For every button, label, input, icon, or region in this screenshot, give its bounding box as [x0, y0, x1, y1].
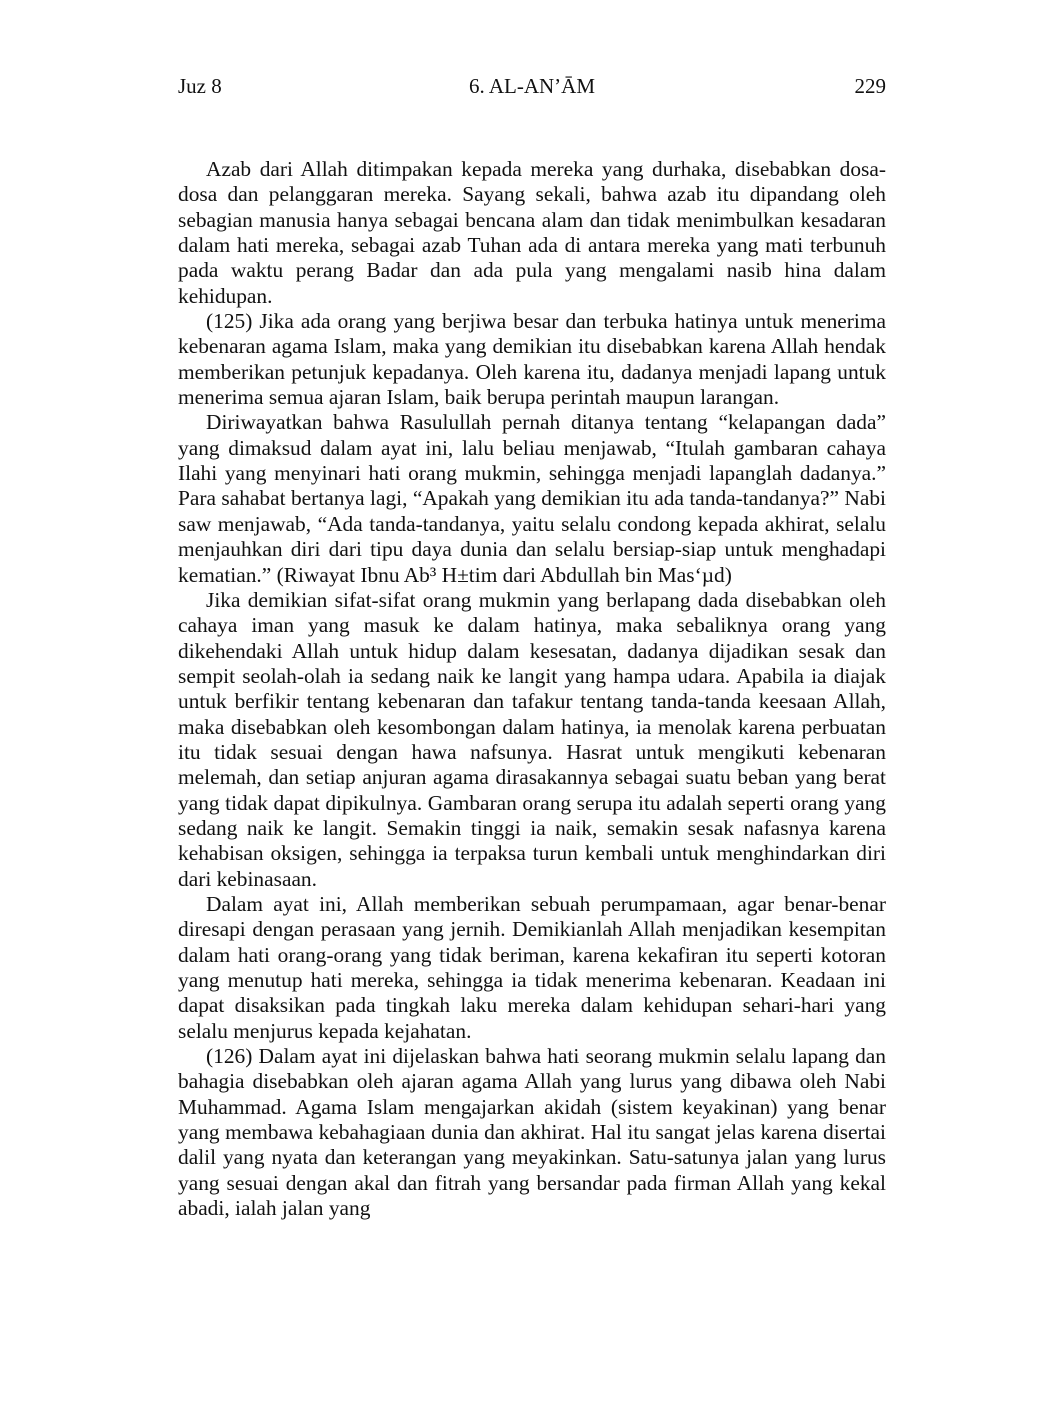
- running-header: [178, 74, 886, 104]
- page-number: 229: [854, 74, 886, 98]
- surah-title: 6. AL-AN’ĀM: [469, 74, 595, 98]
- juz-label: Juz 8: [178, 74, 222, 98]
- paragraph: Azab dari Allah ditimpakan kepada mereka yang durhaka, disebabkan dosa-dosa dan pelanggaran mereka. Sayang sekali, bahwa azab itu dipandang oleh sebagian manusia hanya sebagai bencana alam dan tidak menimbulkan kesadaran dalam hati mereka, sebagai azab Tuhan ada di antara mereka yang mati terbunuh pada waktu perang Badar dan ada pula yang mengalami nasib hina dalam kehidupan.: [178, 157, 886, 308]
- paragraph: (126) Dalam ayat ini dijelaskan bahwa hati seorang mukmin selalu lapang dan bahagia disebabkan oleh ajaran agama Allah yang lurus yang dibawa oleh Nabi Muhammad. Agama Islam mengajarkan akidah (sistem keyakinan) yang benar yang membawa kebahagiaan dunia dan akhirat. Hal itu sangat jelas karena disertai dalil yang nyata dan keterangan yang meyakinkan. Satu-satunya jalan yang lurus yang sesuai dengan akal dan fitrah yang bersandar pada firman Allah yang kekal abadi, ialah jalan yang: [178, 1044, 886, 1221]
- paragraph: Diriwayatkan bahwa Rasulullah pernah ditanya tentang “kelapangan dada” yang dimaksud dalam ayat ini, lalu beliau menjawab, “Itulah gambaran cahaya Ilahi yang menyinari hati orang mukmin, sehingga menjadi lapanglah dadanya.” Para sahabat bertanya lagi, “Apakah yang demikian itu ada tanda-tandanya?” Nabi saw menjawab, “Ada tanda-tandanya, yaitu selalu condong kepada akhirat, selalu menjauhkan diri dari tipu daya dunia dan selalu bersiap-siap untuk menghadapi kematian.” (Riwayat Ibnu Ab³ H±tim dari Abdullah bin Mas‘µd): [178, 410, 886, 587]
- paragraph: Dalam ayat ini, Allah memberikan sebuah perumpamaan, agar benar-benar diresapi dengan perasaan yang jernih. Demikianlah Allah menjadikan kesempitan dalam hati orang-orang yang tidak beriman, karena kekafiran itu seperti kotoran yang menutup hati mereka, sehingga ia tidak menerima kebenaran. Keadaan ini dapat disaksikan pada tingkah laku mereka dalam kehidupan sehari-hari yang selalu menjurus kepada kejahatan.: [178, 891, 886, 1043]
- paragraph: Jika demikian sifat-sifat orang mukmin yang berlapang dada disebabkan oleh cahaya iman yang masuk ke dalam hatinya, maka sebaliknya orang yang dikehendaki Allah untuk hidup dalam kesesatan, dadanya dijadikan sesak dan sempit seolah-olah ia sedang naik ke langit yang hampa udara. Apabila ia diajak untuk berfikir tentang kebenaran dan tafakur tentang tanda-tanda keesaan Allah, maka disebabkan oleh kesombongan dalam hatinya, ia menolak karena perbuatan itu tidak sesuai dengan hawa nafsunya. Hasrat untuk mengikuti kebenaran melemah, dan setiap anjuran agama dirasakannya sebagai suatu beban yang berat yang tidak dapat dipikulnya. Gambaran orang serupa itu adalah seperti orang yang sedang naik ke langit. Semakin tinggi ia naik, semakin sesak nafasnya karena kehabisan oksigen, sehingga ia terpaksa turun kembali untuk menghindarkan diri dari kebinasaan.: [178, 587, 886, 891]
- body-text: [178, 157, 886, 1221]
- paragraph: (125) Jika ada orang yang berjiwa besar dan terbuka hatinya untuk menerima kebenaran agama Islam, maka yang demikian itu disebabkan karena Allah hendak memberikan petunjuk kepadanya. Oleh karena itu, dadanya menjadi lapang untuk menerima semua ajaran Islam, baik berupa perintah maupun larangan.: [178, 309, 886, 410]
